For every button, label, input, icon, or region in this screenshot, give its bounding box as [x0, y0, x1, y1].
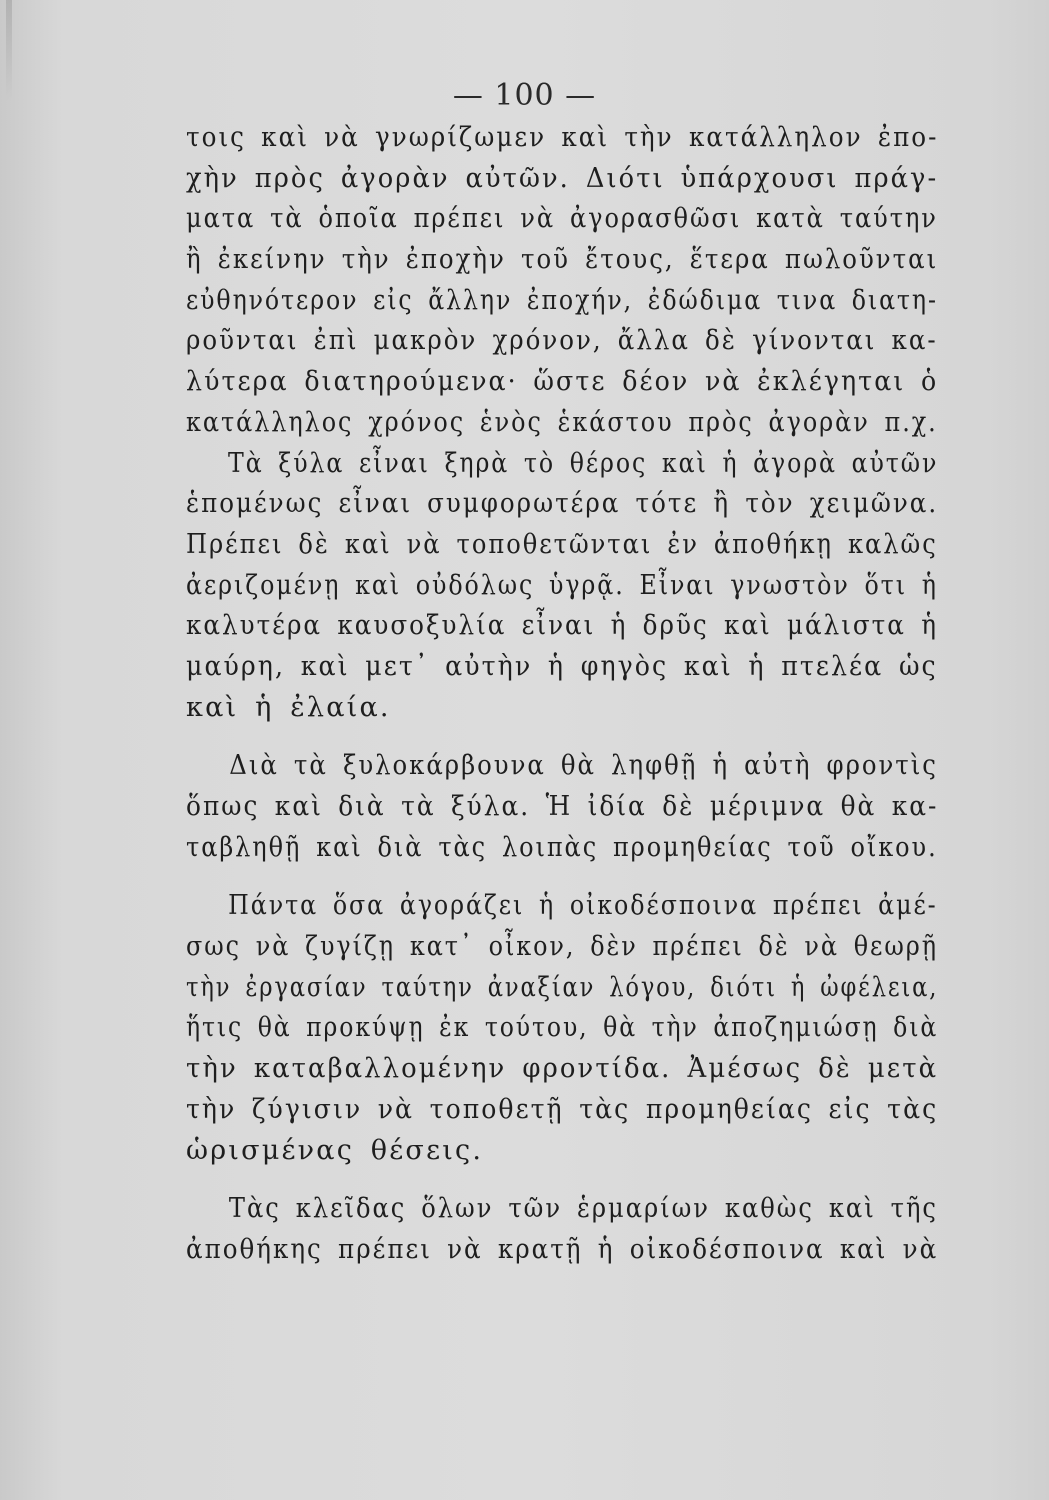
text-line: τὴν ζύγισιν νὰ τοποθετῇ τὰς προμηθείας εἰς τὰς	[186, 1093, 939, 1125]
text-line: ματα τὰ ὁποῖα πρέπει νὰ ἀγορασθῶσι κατὰ ταύτην	[186, 203, 938, 235]
text-line: τὴν καταβαλλομένην φροντίδα. Ἀμέσως δὲ μετὰ	[186, 1053, 939, 1085]
text-line: Πρέπει δὲ καὶ νὰ τοποθετῶνται ἐν ἀποθήκῃ καλῶς	[186, 528, 938, 560]
text-line: τὴν ἐργασίαν ταύτην ἀναξίαν λόγου, διότι ἡ ὠφέλεια,	[186, 971, 939, 1003]
text-line: ἥτις θὰ προκύψῃ ἐκ τούτου, θὰ τὴν ἀποζημιώσῃ διὰ	[186, 1012, 939, 1044]
text-line: ἀποθήκης πρέπει νὰ κρατῇ ἡ οἰκοδέσποινα καὶ νὰ	[186, 1233, 939, 1265]
text-line: ροῦνται ἐπὶ μακρὸν χρόνον, ἄλλα δὲ γίνονται κα-	[186, 325, 938, 357]
text-line: εὐθηνότερον εἰς ἄλλην ἐποχήν, ἐδώδιμα τινα διατη-	[186, 284, 938, 316]
text-line: μαύρη, καὶ μετ᾽ αὐτὴν ἡ φηγὸς καὶ ἡ πτελέα ὡς	[186, 650, 938, 682]
text-line: ὡρισμένας θέσεις.	[186, 1134, 484, 1166]
text-line: ἢ ἐκείνην τὴν ἐποχὴν τοῦ ἔτους, ἕτερα πωλοῦνται	[186, 244, 939, 276]
text-line: σως νὰ ζυγίζῃ κατ᾽ οἶκον, δὲν πρέπει δὲ νὰ θεωρῇ	[186, 931, 938, 963]
text-line: ἀεριζομένῃ καὶ οὐδόλως ὑγρᾷ. Εἶναι γνωστὸν ὅτι ἡ	[186, 569, 938, 601]
text-line: καλυτέρα καυσοξυλία εἶναι ἡ δρῦς καὶ μάλιστα ἡ	[186, 610, 938, 642]
page-number: — 100 —	[452, 78, 597, 113]
text-line: Διὰ τὰ ξυλοκάρβουνα θὰ ληφθῇ ἡ αὐτὴ φροντὶς	[229, 750, 938, 782]
text-line: λύτερα διατηρούμενα· ὥστε δέον νὰ ἐκλέγηται ὁ	[186, 366, 939, 398]
paragraph-gap	[186, 728, 938, 746]
text-line: ὅπως καὶ διὰ τὰ ξύλα. Ἡ ἰδία δὲ μέριμνα θὰ κα-	[186, 791, 939, 822]
paragraph-gap	[186, 868, 938, 886]
text-line: ταβληθῇ καὶ διὰ τὰς λοιπὰς προμηθείας τοῦ οἴκου.	[186, 831, 938, 863]
text-line: ἑπομένως εἶναι συμφορωτέρα τότε ἢ τὸν χειμῶνα.	[186, 488, 939, 520]
text-line: χὴν πρὸς ἀγορὰν αὐτῶν. Διότι ὑπάρχουσι πράγ-	[186, 162, 939, 194]
text-line: καὶ ἡ ἐλαία.	[186, 691, 391, 723]
text-line: κατάλληλος χρόνος ἑνὸς ἑκάστου πρὸς ἀγορὰν π.χ.	[186, 406, 938, 438]
text-line: Τὰ ξύλα εἶναι ξηρὰ τὸ θέρος καὶ ἡ ἀγορὰ αὐτῶν	[228, 447, 939, 479]
paragraph-gap	[186, 1171, 938, 1189]
text-line: Πάντα ὅσα ἀγοράζει ἡ οἰκοδέσποινα πρέπει ἀμέ-	[228, 890, 938, 922]
text-line: τοις καὶ νὰ γνωρίζωμεν καὶ τὴν κατάλληλον ἐπο-	[186, 122, 939, 153]
body-text	[186, 118, 938, 1271]
text-line: Τὰς κλεῖδας ὅλων τῶν ἑρμαρίων καθὼς καὶ τῆς	[228, 1193, 938, 1225]
